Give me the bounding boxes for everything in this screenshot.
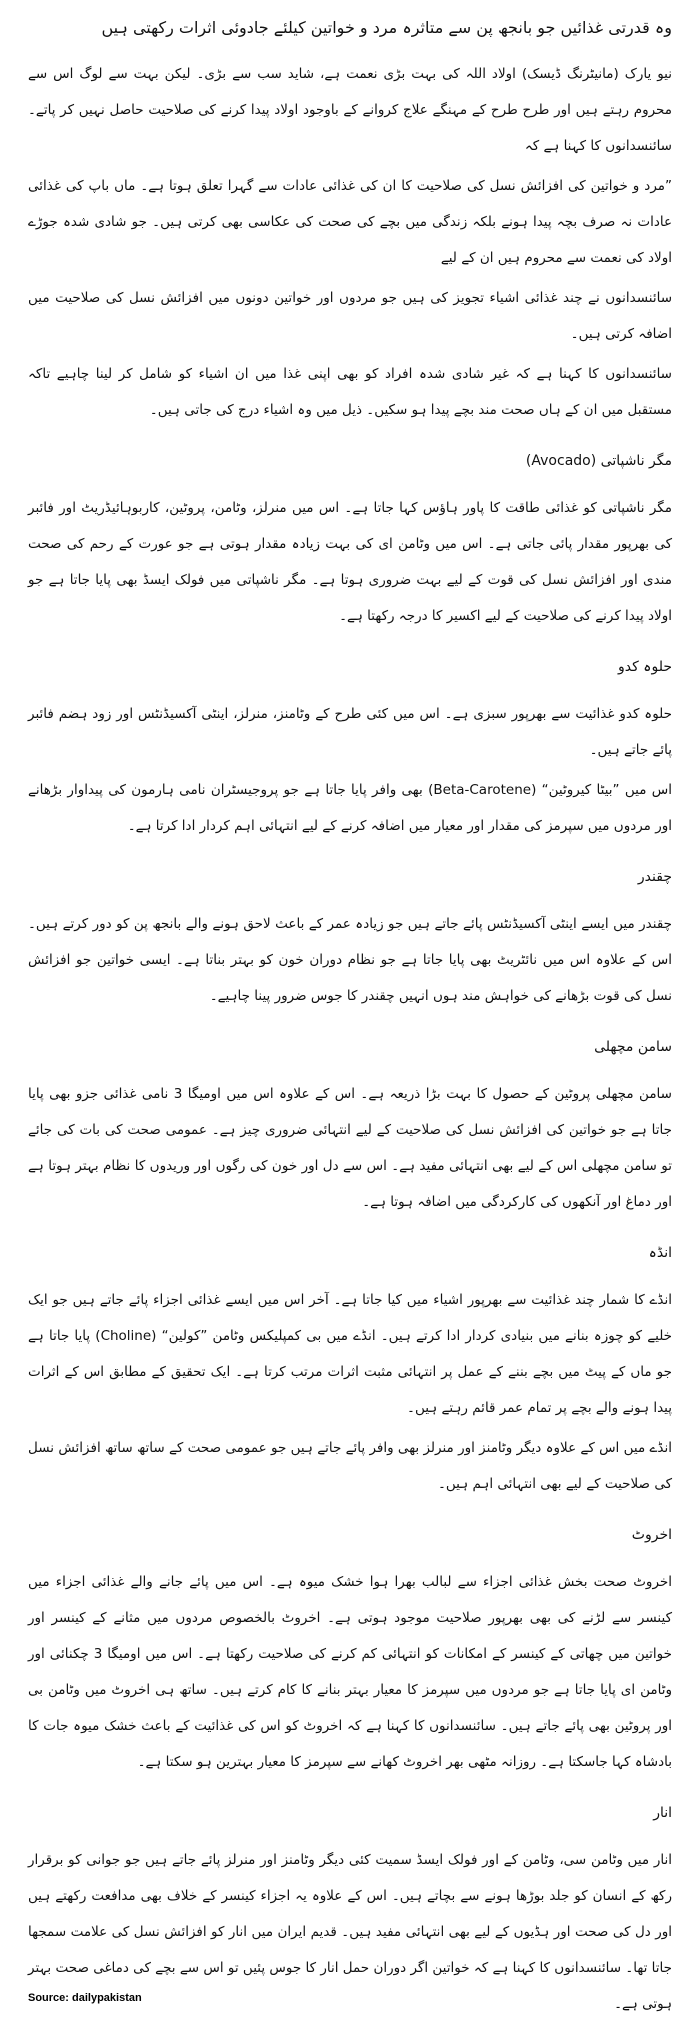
section-heading-beetroot: چقندر	[637, 869, 672, 885]
section-heading-walnut: اخروٹ	[631, 1527, 672, 1543]
section-heading-salmon: سامن مچھلی	[594, 1039, 672, 1055]
section-heading-pomegranate: انار	[653, 1805, 672, 1821]
intro-paragraph-4: سائنسدانوں کا کہنا ہے کہ غیر شادی شدہ افراد کو بھی اپنی غذا میں ان اشیاء کو شامل کر لینا چاہیے تاکہ مستقبل میں ان کے ہاں صحت مند بچے پیدا ہو سکیں۔ ذیل میں وہ اشیاء درج کی جاتی ہیں۔	[28, 366, 672, 418]
section-heading-pumpkin: حلوہ کدو	[618, 659, 672, 675]
salmon-paragraph: سامن مچھلی پروٹین کے حصول کا بہت بڑا ذریعہ ہے۔ اس کے علاوہ اس میں اومیگا 3 نامی غذائی جزو بھی پایا جاتا ہے جو خواتین کی افزائش نسل کی صلاحیت کے لیے انتہائی ضروری چیز ہے۔ عمومی صحت کی بات کی جائے تو سامن مچھلی اس کے لیے بھی انتہائی مفید ہے۔ اس سے دل اور خون کی رگوں اور وریدوں کا نظام بہتر ہوتا ہے اور دماغ اور آنکھوں کی کارکردگی میں اضافہ ہوتا ہے۔	[28, 1086, 672, 1210]
walnut-paragraph: اخروٹ صحت بخش غذائی اجزاء سے لبالب بھرا ہوا خشک میوہ ہے۔ اس میں پائے جانے والے غذائی اجزاء میں کینسر سے لڑنے کی بھی بھرپور صلاحیت موجود ہوتی ہے۔ اخروٹ بالخصوص مردوں میں مثانے کے کینسر اور خواتین میں چھاتی کے کینسر کے امکانات کو انتہائی کم کرنے کی صلاحیت رکھتا ہے۔ اس میں اومیگا 3 چکنائی اور وٹامن ای پایا جاتا ہے جو مردوں میں سپرمز کا معیار بہتر بنانے کا کام کرتے ہیں۔ ساتھ ہی اخروٹ میں وٹامن بی اور پروٹین بھی پائے جاتے ہیں۔ سائنسدانوں کا کہنا ہے کہ اخروٹ کو اس کی غذائیت کے باعث خشک میوہ جات کا بادشاہ کہا جاسکتا ہے۔ روزانہ مٹھی بھر اخروٹ کھانے سے سپرمز کا معیار بہترین ہو سکتا ہے۔	[28, 1574, 672, 1770]
section-heading-egg: انڈہ	[648, 1245, 672, 1261]
pomegranate-paragraph: انار میں وٹامن سی، وٹامن کے اور فولک ایسڈ سمیت کئی دیگر وٹامنز اور منرلز پائے جاتے ہیں جو جوانی کو برقرار رکھ کے انسان کو جلد بوڑھا ہونے سے بچاتے ہیں۔ اس کے علاوہ یہ اجزاء کینسر کے خلاف بھی مدافعت رکھتے ہیں اور دل کی صحت اور ہڈیوں کے لیے بھی انتہائی مفید ہیں۔ قدیم ایران میں انار کو افزائش نسل کی علامت سمجھا جاتا تھا۔ سائنسدانوں کا کہنا ہے کہ خواتین اگر دوران حمل انار کا جوس پئیں تو اس سے بچے کی دماغی صحت بہتر ہوتی ہے۔	[28, 1852, 672, 2012]
intro-paragraph-1: نیو یارک (مانیٹرنگ ڈیسک) اولاد اللہ کی بہت بڑی نعمت ہے، شاید سب سے بڑی۔ لیکن بہت سے لوگ اس سے محروم رہتے ہیں اور طرح طرح کے مہنگے علاج کروانے کے باوجود اولاد پیدا کرنے کی صلاحیت حاصل نہیں کر پاتے۔ سائنسدانوں کا کہنا ہے کہ	[28, 66, 672, 154]
intro-paragraph-2: ”مرد و خواتین کی افزائش نسل کی صلاحیت کا ان کی غذائی عادات سے گہرا تعلق ہوتا ہے۔ ماں باپ کی غذائی عادات نہ صرف بچہ پیدا ہونے بلکہ زندگی میں بچے کی صحت کی عکاسی بھی کرتی ہیں۔ جو شادی شدہ جوڑے اولاد کی نعمت سے محروم ہیں ان کے لیے	[28, 178, 672, 266]
section-heading-avocado: مگر ناشپاتی (Avocado)	[525, 453, 672, 469]
egg-paragraph-1: انڈے کا شمار چند غذائیت سے بھرپور اشیاء میں کیا جاتا ہے۔ آخر اس میں ایسے غذائی اجزاء پائے جاتے ہیں جو ایک خلیے کو چوزہ بنانے میں بنیادی کردار ادا کرتے ہیں۔ انڈے میں بی کمپلیکس وٹامن ”کولین“ (Choline) پایا جاتا ہے جو ماں کے پیٹ میں بچے بننے کے عمل پر انتہائی مثبت اثرات مرتب کرتا ہے۔ ایک تحقیق کے مطابق اس کے اثرات پیدا ہونے والے بچے پر تمام عمر قائم رہتے ہیں۔	[28, 1292, 673, 1416]
source-credit: Source: dailypakistan	[28, 1992, 142, 2004]
beetroot-paragraph: چقندر میں ایسے اینٹی آکسیڈنٹس پائے جاتے ہیں جو زیادہ عمر کے باعث لاحق ہونے والے بانجھ پن کو دور کرتے ہیں۔ اس کے علاوہ اس میں نائٹریٹ بھی پایا جاتا ہے جو نظام دوران خون کو بہتر بناتا ہے۔ ایسی خواتین جو افزائش نسل کی قوت بڑھانے کی خواہش مند ہوں انہیں چقندر کا جوس ضرور پینا چاہیے۔	[28, 916, 672, 1004]
pumpkin-paragraph-1: حلوہ کدو غذائیت سے بھرپور سبزی ہے۔ اس میں کئی طرح کے وٹامنز، منرلز، اینٹی آکسیڈنٹس اور زود ہضم فائبر پائے جاتے ہیں۔	[28, 706, 672, 758]
avocado-paragraph: مگر ناشپاتی کو غذائی طاقت کا پاور ہاؤس کہا جاتا ہے۔ اس میں منرلز، وٹامن، پروٹین، کاربوہائیڈریٹ اور فائبر کی بھرپور مقدار پائی جاتی ہے۔ اس میں وٹامن ای کی بہت زیادہ مقدار ہوتی ہے جو عورت کے رحم کی صحت مندی اور افزائش نسل کی قوت کے لیے بہت ضروری ہوتا ہے۔ مگر ناشپاتی میں فولک ایسڈ بھی پایا جاتا ہے جو اولاد پیدا کرنے کی صلاحیت کے لیے اکسیر کا درجہ رکھتا ہے۔	[28, 500, 672, 624]
intro-paragraph-3: سائنسدانوں نے چند غذائی اشیاء تجویز کی ہیں جو مردوں اور خواتین دونوں میں افزائش نسل کی صلاحیت میں اضافہ کرتی ہیں۔	[28, 290, 672, 342]
pumpkin-paragraph-2: اس میں ”بیٹا کیروٹین“ (Beta-Carotene) بھی وافر پایا جاتا ہے جو پروجیسٹران نامی ہارمون کی پیداوار بڑھانے اور مردوں میں سپرمز کی مقدار اور معیار میں اضافہ کرنے کے لیے انتہائی اہم کردار ادا کرتا ہے۔	[28, 782, 673, 834]
egg-paragraph-2: انڈے میں اس کے علاوہ دیگر وٹامنز اور منرلز بھی وافر پائے جاتے ہیں جو عمومی صحت کے ساتھ ساتھ افزائش نسل کی صلاحیت کے لیے بھی انتہائی اہم ہیں۔	[28, 1440, 672, 1492]
article-title: وہ قدرتی غذائیں جو بانجھ پن سے متاثرہ مرد و خواتین کیلئے جادوئی اثرات رکھتی ہیں	[101, 18, 672, 37]
